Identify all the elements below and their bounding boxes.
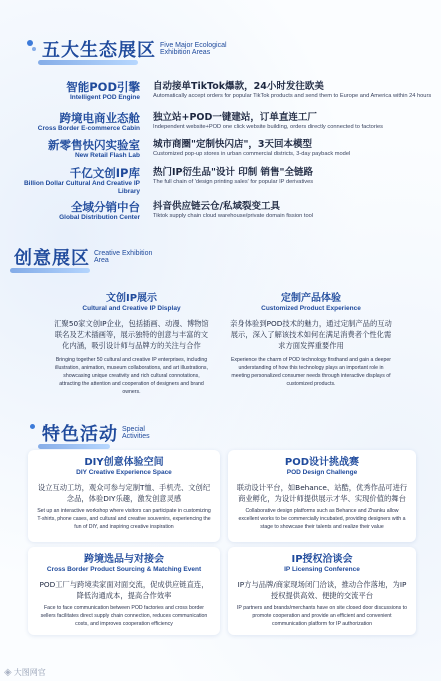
creative-card [222,286,400,402]
eco-title: 千亿文创IP库 [69,166,140,180]
card-subtitle: Customized Product Experience [261,305,361,312]
section-header-eco [42,36,242,62]
section-title: 创意展区 [14,248,90,269]
eco-subtitle: Billion Dollar Cultural And Creative IP Library [23,180,140,195]
card-subtitle: Cross Border Product Sourcing & Matching Event [46,566,202,573]
card-title: 定制产品体验 [281,293,341,304]
activity-card [28,547,220,635]
eco-desc-en: Customized pop-up stores in urban commercial districts, 3-day payback model [153,151,351,157]
card-body: POD工厂与跨境卖家面对面交流，促成供应链直连，降低沟通成本，提高合作效率 [39,580,209,600]
card-body: 联动设计平台，如Behance、站酷，优秀作品可进行商业孵化，为设计师提供展示才华、实现价值的舞台 [236,483,408,503]
card-body-en: Set up an interactive workshop where visitors can participate in customizing T-shirts, phone cases, and cultural and creative souvenirs, experiencing the fun of DIY, and inspiring creative inspiration [37,508,211,530]
eco-subtitle: New Retail Flash Lab [74,152,140,159]
watermark-logo [4,667,46,678]
eco-subtitle: Intelligent POD Engine [69,94,140,101]
creative-card [44,286,219,402]
section-subtitle: Special Activities [122,425,150,440]
eco-desc-en: Independent website+POD one click website building, orders directly connected to factories [153,124,383,130]
eco-desc-en: The full chain of 'design printing sales' for popular IP derivatives [153,179,314,185]
eco-subtitle: Cross Border E-commerce Cabin [37,125,140,132]
card-body-en: Collaborative design platforms such as Behance and Zhanku allow excellent works to be commercially incubated, providing designers with a stage to showcase their talents and realize their value [238,508,406,530]
card-subtitle: IP Licensing Conference [284,566,360,573]
card-body: IP方与品牌/商家现场闭门洽谈，推动合作落地，为IP授权提供高效、便捷的交流平台 [237,580,407,600]
card-body-en: IP partners and brands/merchants have on site closed door discussions to promote cooperation and provide an efficient and convenient communication platform for IP authorization [236,605,408,627]
section-title: 五大生态展区 [42,40,156,61]
card-title: 跨境选品与对接会 [84,554,164,565]
eco-desc-en: Tiktok supply chain cloud warehouse/private domain fission tool [153,213,314,219]
card-body: 设立互动工坊，观众可参与定制T恤、手机壳、文创纪念品，体验DIY乐趣，激发创意灵感 [37,483,211,503]
card-subtitle: DIY Creative Experience Space [76,469,172,476]
card-body: 亲身体验到POD技术的魅力，通过定制产品的互动展示，深入了解该技术如何在满足消费者个性化需求方面发挥重要作用 [230,319,392,350]
card-title: DIY创意体验空间 [84,457,164,468]
eco-desc: 抖音供应链云仓/私域裂变工具 [153,201,280,212]
eco-subtitle: Global Distribution Center [59,214,140,221]
section-title: 特色活动 [42,424,118,445]
eco-desc: 城市商圈"定制快闪店"，3天回本模型 [153,139,313,150]
decor-dot [32,47,36,51]
eco-desc-en: Automatically accept orders for popular TikTok products and send them to Europe and America within 24 hours [153,93,432,99]
section-header-creative [14,244,154,270]
section-subtitle: Five Major Ecological Exhibition Areas [160,41,227,56]
eco-item [0,166,441,198]
decor-dot [27,40,33,46]
card-subtitle: POD Design Challenge [286,469,358,476]
eco-title: 新零售快闪实验室 [48,138,140,152]
section-header-activities [42,420,162,446]
watermark-text: 大图网官 [13,668,46,677]
eco-desc: 热门IP衍生品"设计 印制 销售"全链路 [153,167,314,178]
card-body-en: Experience the charm of POD technology firsthand and gain a deeper understanding of how this technology plays an important role in meeting personalized consumer needs through interactive displays of customized products. [230,357,392,387]
eco-desc: 自动接单TikTok爆款，24小时发往欧美 [153,81,324,92]
activity-card [228,450,416,542]
eco-item [0,80,441,112]
card-title: POD设计挑战赛 [284,457,360,468]
activity-card [28,450,220,542]
card-body-en: Face to face communication between POD factories and cross border sellers facilitates direct supply chain connection, reduces communication costs, and improves cooperation efficiency [40,605,208,627]
section-subtitle: Creative Exhibition Area [94,249,153,264]
activity-card [228,547,416,635]
card-subtitle: Cultural and Creative IP Display [82,305,181,312]
card-body: 汇聚50家文创IP企业，包括插画、动漫、博物馆联名及艺术插画等，展示独特的创意与丰富的文化内涵，吸引设计师与品牌方的关注与合作 [54,319,209,350]
card-title: 文创IP展示 [105,293,158,304]
decor-dot [30,424,35,429]
logo-icon: ◈ [4,667,12,678]
eco-title: 全域分销中台 [71,200,140,214]
eco-title: 智能POD引擎 [66,80,140,94]
card-body-en: Bringing together 50 cultural and creative IP enterprises, including illustration, animation, museum collaborations, and art illustrations, showcasing unique creativity and rich cultural connotations, attracting the attention and cooperation of designers and brand owners. [55,357,208,395]
eco-desc: 独立站+POD一键建站，订单直连工厂 [153,112,317,123]
card-title: IP授权洽谈会 [291,554,353,565]
eco-item [0,200,441,232]
eco-title: 跨境电商业态舱 [59,111,140,125]
